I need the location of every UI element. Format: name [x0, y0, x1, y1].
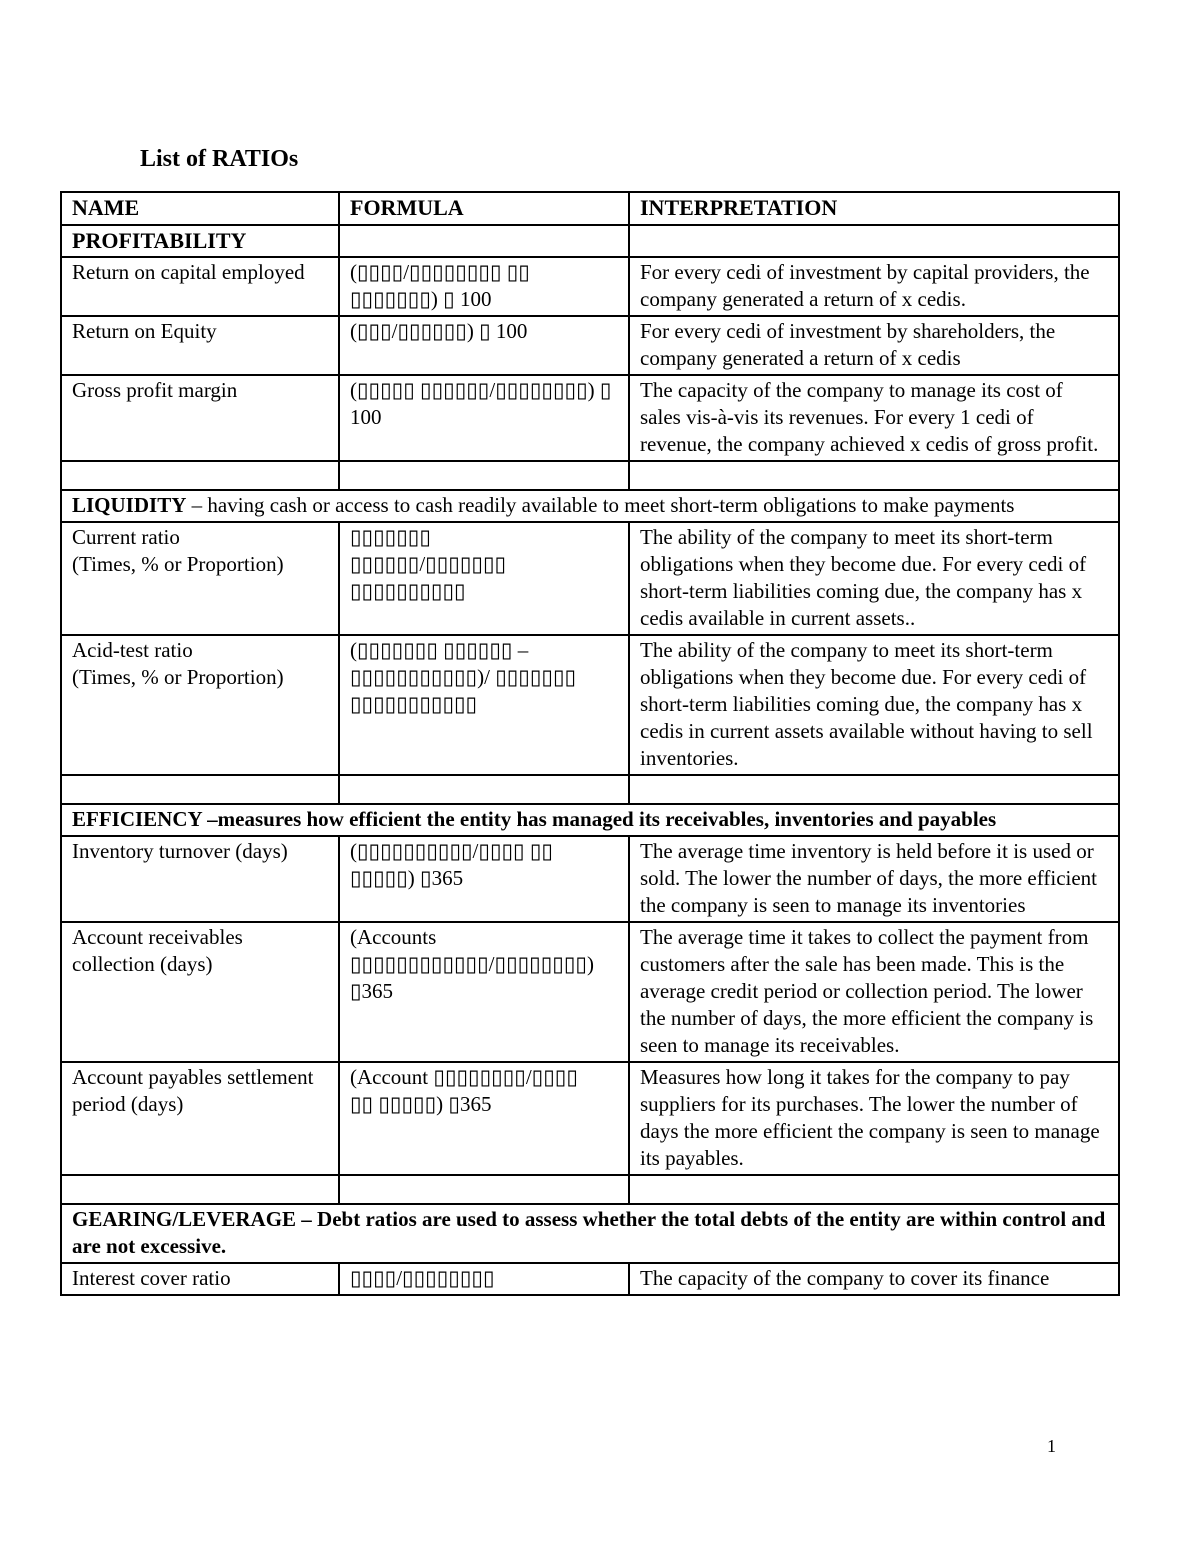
section-row-liquidity: [61, 490, 1119, 522]
ratio-interpretation: The capacity of the company to manage its cost of sales vis-à-vis its revenues. For every 1 cedi of revenue, the company achieved x cedis of gross profit.: [629, 375, 1119, 461]
page-title: List of RATIOs: [140, 146, 299, 172]
ratio-name: Gross profit margin: [61, 375, 339, 461]
ratio-interpretation: The ability of the company to meet its short-term obligations when they become due. For every cedi of short-term liabilities coming due, the company has x cedis available in current assets..: [629, 522, 1119, 635]
table-header-row: [61, 192, 1119, 225]
empty-cell: [629, 461, 1119, 490]
ratio-interpretation: The ability of the company to meet its short-term obligations when they become due. For every cedi of short-term liabilities coming due, the company has x cedis in current assets available without having to sell inventories.: [629, 635, 1119, 775]
ratio-interpretation: For every cedi of investment by capital providers, the company generated a return of x cedis.: [629, 257, 1119, 316]
table-row: [61, 257, 1119, 316]
page-number: 1: [1047, 1436, 1056, 1456]
table-row: [61, 635, 1119, 775]
ratio-formula: (▯▯▯▯▯▯▯ ▯▯▯▯▯▯ – ▯▯▯▯▯▯▯▯▯▯▯)/ ▯▯▯▯▯▯▯ ▯▯▯▯▯▯▯▯▯▯▯: [339, 635, 629, 775]
spacer-row: [61, 461, 1119, 490]
empty-cell: [339, 1175, 629, 1204]
section-header: [61, 1204, 1119, 1263]
empty-cell: [629, 775, 1119, 804]
section-description: – having cash or access to cash readily available to meet short-term obligations to make payments: [186, 493, 1015, 517]
section-header: [61, 804, 1119, 836]
empty-cell: [629, 225, 1119, 257]
ratio-name: Interest cover ratio: [61, 1263, 339, 1295]
ratio-name: Inventory turnover (days): [61, 836, 339, 922]
empty-cell: [339, 225, 629, 257]
ratio-name: Account payables settlement period (days): [61, 1062, 339, 1175]
empty-cell: [61, 775, 339, 804]
section-header: [61, 490, 1119, 522]
table-row: [61, 522, 1119, 635]
header-name: NAME: [61, 192, 339, 225]
empty-cell: [629, 1175, 1119, 1204]
ratio-formula: (Account ▯▯▯▯▯▯▯▯/▯▯▯▯ ▯▯ ▯▯▯▯▯) ▯365: [339, 1062, 629, 1175]
table-row: [61, 922, 1119, 1062]
ratio-formula: (Accounts ▯▯▯▯▯▯▯▯▯▯▯▯/▯▯▯▯▯▯▯▯) ▯365: [339, 922, 629, 1062]
section-title: EFFICIENCY: [72, 807, 202, 831]
empty-cell: [61, 1175, 339, 1204]
ratio-formula: (▯▯▯▯▯ ▯▯▯▯▯▯/▯▯▯▯▯▯▯▯) ▯ 100: [339, 375, 629, 461]
section-row-efficiency: [61, 804, 1119, 836]
spacer-row: [61, 775, 1119, 804]
section-title: PROFITABILITY: [61, 225, 339, 257]
ratio-name: Acid-test ratio (Times, % or Proportion): [61, 635, 339, 775]
ratio-name: Current ratio (Times, % or Proportion): [61, 522, 339, 635]
empty-cell: [61, 461, 339, 490]
ratio-interpretation: The capacity of the company to cover its finance: [629, 1263, 1119, 1295]
section-description: –measures how efficient the entity has managed its receivables, inventories and payables: [201, 807, 997, 831]
section-row-gearing: [61, 1204, 1119, 1263]
ratio-interpretation: Measures how long it takes for the company to pay suppliers for its purchases. The lower the number of days the more efficient the company is seen to manage its payables.: [629, 1062, 1119, 1175]
ratio-name: Return on Equity: [61, 316, 339, 375]
ratio-interpretation: The average time it takes to collect the payment from customers after the sale has been made. This is the average credit period or collection period. The lower the number of days, the more efficient the company is seen to manage its receivables.: [629, 922, 1119, 1062]
ratio-name: Return on capital employed: [61, 257, 339, 316]
ratio-formula: ▯▯▯▯/▯▯▯▯▯▯▯▯: [339, 1263, 629, 1295]
ratio-formula: (▯▯▯▯▯▯▯▯▯▯/▯▯▯▯ ▯▯ ▯▯▯▯▯) ▯365: [339, 836, 629, 922]
ratio-name: Account receivables collection (days): [61, 922, 339, 1062]
ratio-interpretation: The average time inventory is held before it is used or sold. The lower the number of days, the more efficient the company is seen to manage its inventories: [629, 836, 1119, 922]
empty-cell: [339, 775, 629, 804]
ratio-formula: (▯▯▯▯/▯▯▯▯▯▯▯▯ ▯▯ ▯▯▯▯▯▯▯) ▯ 100: [339, 257, 629, 316]
section-row-profitability: [61, 225, 1119, 257]
ratio-formula: (▯▯▯/▯▯▯▯▯▯) ▯ 100: [339, 316, 629, 375]
section-title: GEARING/LEVERAGE: [72, 1207, 297, 1231]
table-row: [61, 375, 1119, 461]
ratio-interpretation: For every cedi of investment by shareholders, the company generated a return of x cedis: [629, 316, 1119, 375]
ratio-formula: ▯▯▯▯▯▯▯ ▯▯▯▯▯▯/▯▯▯▯▯▯▯ ▯▯▯▯▯▯▯▯▯▯: [339, 522, 629, 635]
section-title: LIQUIDITY: [72, 493, 187, 517]
table-row: [61, 1263, 1119, 1295]
empty-cell: [339, 461, 629, 490]
table-row: [61, 836, 1119, 922]
section-description: – Debt ratios are used to assess whether the total debts of the entity are within control and are not excessive.: [72, 1207, 1106, 1258]
header-formula: FORMULA: [339, 192, 629, 225]
ratios-table: [60, 191, 1120, 1296]
table-row: [61, 316, 1119, 375]
table-row: [61, 1062, 1119, 1175]
header-interpretation: INTERPRETATION: [629, 192, 1119, 225]
spacer-row: [61, 1175, 1119, 1204]
